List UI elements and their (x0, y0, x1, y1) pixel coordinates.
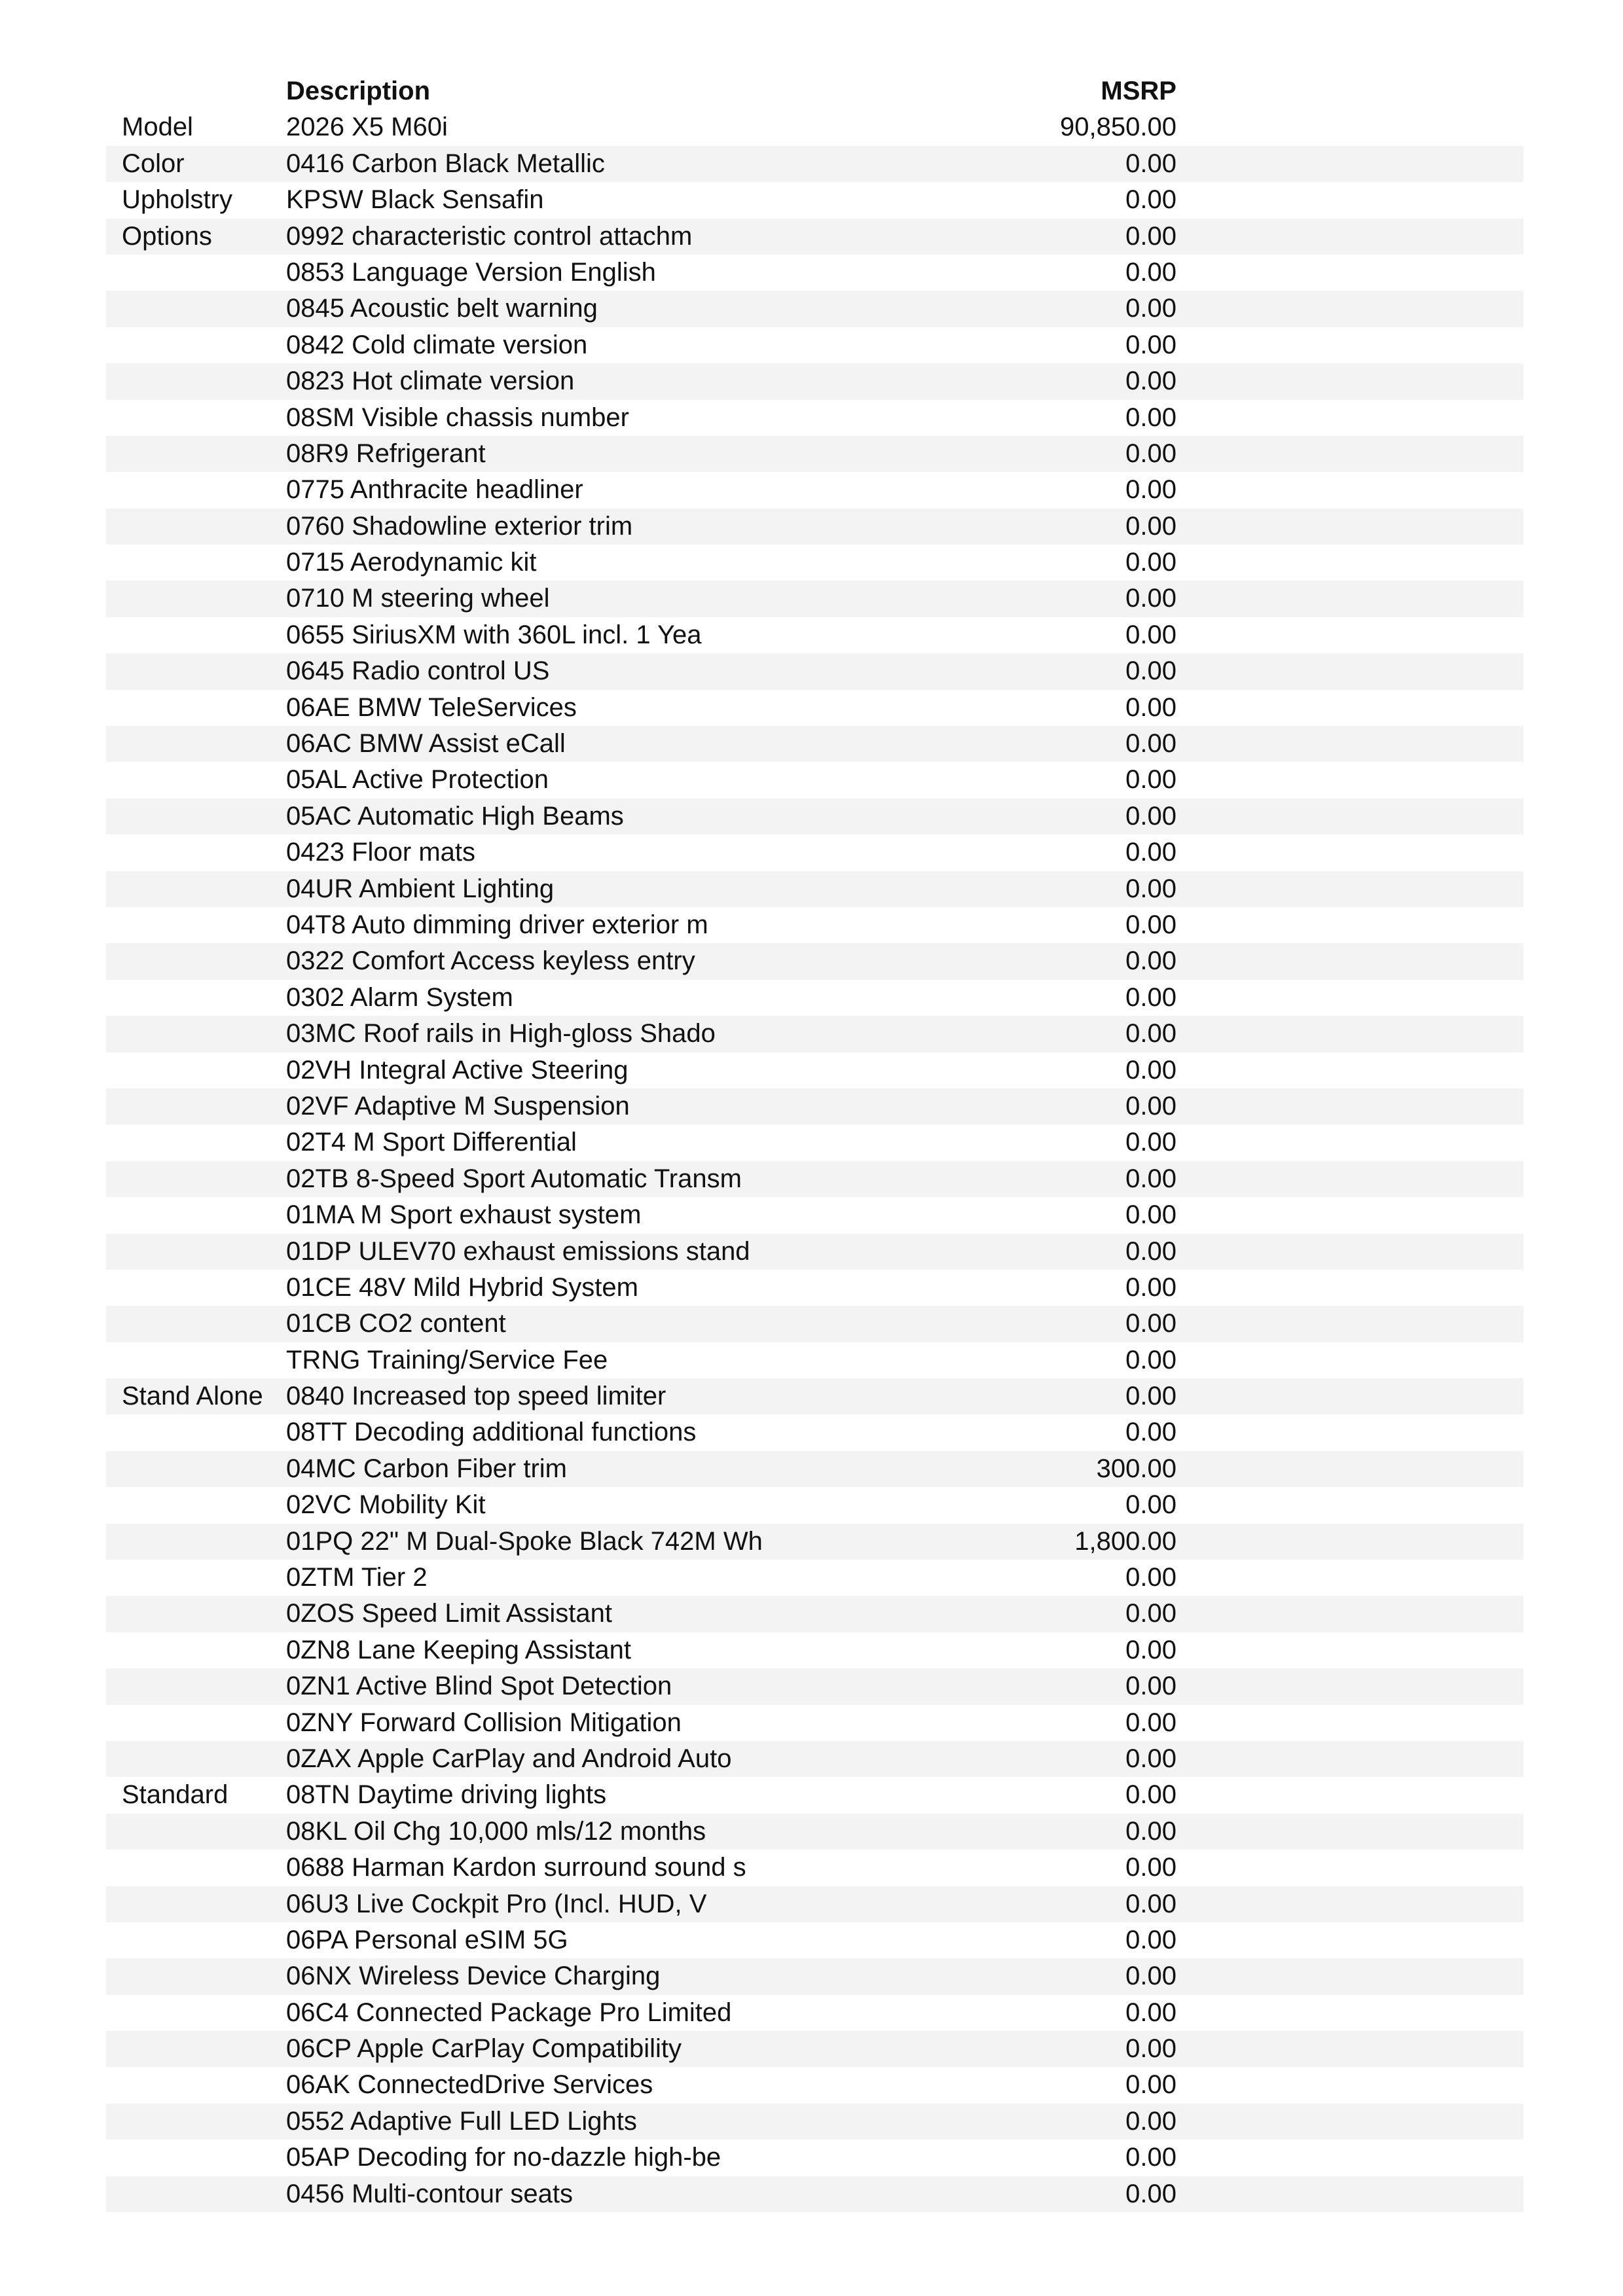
description-cell: 0ZAX Apple CarPlay and Android Auto (286, 1744, 732, 1773)
msrp-cell: 0.00 (1125, 1998, 1176, 2027)
description-cell: 06CP Apple CarPlay Compatibility (286, 2034, 682, 2064)
table-row (106, 1161, 1523, 1197)
msrp-cell: 0.00 (1125, 257, 1176, 287)
description-cell: 01CB CO2 content (286, 1309, 506, 1338)
msrp-cell: 0.00 (1125, 1091, 1176, 1121)
table-row (106, 400, 1523, 436)
msrp-cell: 0.00 (1125, 1563, 1176, 1592)
msrp-cell: 0.00 (1125, 1853, 1176, 1882)
description-cell: 0775 Anthracite headliner (286, 475, 583, 505)
table-row (106, 2140, 1523, 2176)
msrp-cell: 0.00 (1125, 1382, 1176, 1411)
description-cell: 02VF Adaptive M Suspension (286, 1091, 630, 1121)
description-cell: 04MC Carbon Fiber trim (286, 1454, 568, 1483)
description-cell: 08TN Daytime driving lights (286, 1780, 607, 1810)
msrp-cell: 0.00 (1125, 367, 1176, 396)
table-row (106, 1958, 1523, 1994)
description-cell: 0302 Alarm System (286, 982, 513, 1012)
description-cell: 0853 Language Version English (286, 257, 656, 287)
table-row (106, 907, 1523, 943)
msrp-cell: 0.00 (1125, 946, 1176, 976)
msrp-cell: 0.00 (1125, 1272, 1176, 1302)
table-row (106, 1850, 1523, 1886)
msrp-cell: 0.00 (1125, 1599, 1176, 1628)
description-cell: 02VH Integral Active Steering (286, 1055, 629, 1085)
table-header (106, 73, 1523, 109)
table-row (106, 1052, 1523, 1088)
description-cell: 0760 Shadowline exterior trim (286, 511, 633, 541)
msrp-cell: 300.00 (1096, 1454, 1176, 1483)
description-cell: 01MA M Sport exhaust system (286, 1200, 642, 1230)
category-cell: Model (122, 113, 193, 142)
table-row (106, 545, 1523, 581)
msrp-cell: 0.00 (1125, 1889, 1176, 1918)
msrp-cell: 0.00 (1125, 584, 1176, 613)
table-row (106, 1995, 1523, 2031)
description-cell: 0552 Adaptive Full LED Lights (286, 2106, 637, 2136)
table-row (106, 690, 1523, 726)
msrp-cell: 0.00 (1125, 1019, 1176, 1049)
description-cell: 0416 Carbon Black Metallic (286, 149, 605, 178)
msrp-cell: 0.00 (1125, 475, 1176, 505)
description-cell: TRNG Training/Service Fee (286, 1345, 608, 1374)
description-cell: 0715 Aerodynamic kit (286, 548, 537, 577)
table-row (106, 363, 1523, 399)
table-row (106, 1197, 1523, 1233)
description-cell: 06U3 Live Cockpit Pro (Incl. HUD, V (286, 1889, 707, 1918)
msrp-cell: 0.00 (1125, 1345, 1176, 1374)
table-row (106, 1632, 1523, 1668)
table-row (106, 834, 1523, 870)
table-row (106, 1270, 1523, 1306)
msrp-cell: 0.00 (1125, 1418, 1176, 1447)
description-cell: 0688 Harman Kardon surround sound s (286, 1853, 746, 1882)
description-cell: 0ZOS Speed Limit Assistant (286, 1599, 613, 1628)
table-row (106, 1088, 1523, 1124)
description-cell: 05AC Automatic High Beams (286, 801, 624, 831)
msrp-cell: 0.00 (1125, 1200, 1176, 1230)
table-row (106, 980, 1523, 1016)
description-cell: 0645 Radio control US (286, 656, 550, 686)
msrp-cell: 0.00 (1125, 511, 1176, 541)
description-cell: 06AC BMW Assist eCall (286, 729, 566, 759)
table-row (106, 1234, 1523, 1270)
msrp-cell: 0.00 (1125, 1309, 1176, 1338)
table-row (106, 726, 1523, 762)
description-cell: 01CE 48V Mild Hybrid System (286, 1272, 638, 1302)
msrp-cell: 90,850.00 (1060, 113, 1176, 142)
msrp-cell: 0.00 (1125, 1780, 1176, 1810)
table-row (106, 1777, 1523, 1813)
description-cell: 04UR Ambient Lighting (286, 874, 555, 903)
table-row (106, 509, 1523, 545)
table-row (106, 1306, 1523, 1342)
table-row (106, 1414, 1523, 1450)
description-cell: 08KL Oil Chg 10,000 mls/12 months (286, 1816, 706, 1846)
category-cell: Color (122, 149, 185, 178)
table-row (106, 109, 1523, 145)
description-cell: 0456 Multi-contour seats (286, 2179, 574, 2208)
category-cell: Standard (122, 1780, 228, 1810)
msrp-cell: 0.00 (1125, 620, 1176, 649)
description-cell: 03MC Roof rails in High-gloss Shado (286, 1019, 716, 1049)
category-cell: Stand Alone (122, 1382, 263, 1411)
description-cell: 0992 characteristic control attachm (286, 221, 693, 251)
msrp-cell: 0.00 (1125, 1490, 1176, 1520)
description-cell: 01PQ 22" M Dual-Spoke Black 742M Wh (286, 1526, 763, 1556)
table-row (106, 1814, 1523, 1850)
msrp-cell: 0.00 (1125, 1925, 1176, 1954)
table-row (106, 762, 1523, 798)
table-row (106, 2067, 1523, 2103)
description-cell: 2026 X5 M60i (286, 113, 448, 142)
msrp-cell: 0.00 (1125, 1708, 1176, 1737)
description-cell: 0840 Increased top speed limiter (286, 1382, 666, 1411)
description-cell: 0842 Cold climate version (286, 330, 588, 359)
msrp-column-header: MSRP (1101, 77, 1176, 105)
msrp-cell: 0.00 (1125, 2034, 1176, 2064)
category-cell: Upholstry (122, 185, 232, 215)
msrp-cell: 0.00 (1125, 221, 1176, 251)
table-row (106, 798, 1523, 834)
msrp-cell: 0.00 (1125, 2106, 1176, 2136)
msrp-cell: 0.00 (1125, 874, 1176, 903)
description-cell: 0823 Hot climate version (286, 367, 575, 396)
msrp-cell: 0.00 (1125, 2143, 1176, 2172)
msrp-cell: 0.00 (1125, 729, 1176, 759)
table-row (106, 1922, 1523, 1958)
table-row (106, 1886, 1523, 1922)
description-column-header: Description (286, 77, 431, 105)
table-row (106, 943, 1523, 979)
table-row (106, 1596, 1523, 1632)
table-row (106, 1524, 1523, 1560)
table-row (106, 327, 1523, 363)
msrp-cell: 0.00 (1125, 910, 1176, 939)
table-row (106, 1342, 1523, 1378)
table-row (106, 871, 1523, 907)
description-cell: 0845 Acoustic belt warning (286, 294, 598, 323)
msrp-cell: 1,800.00 (1074, 1526, 1176, 1556)
table-row (106, 146, 1523, 182)
table-row (106, 2031, 1523, 2067)
msrp-cell: 0.00 (1125, 403, 1176, 432)
description-cell: 06C4 Connected Package Pro Limited (286, 1998, 732, 2027)
category-cell: Options (122, 221, 212, 251)
table-row (106, 653, 1523, 689)
table-row (106, 219, 1523, 255)
description-cell: 02TB 8-Speed Sport Automatic Transm (286, 1164, 742, 1193)
table-row (106, 1451, 1523, 1487)
description-cell: 06NX Wireless Device Charging (286, 1962, 661, 1991)
msrp-cell: 0.00 (1125, 838, 1176, 867)
table-row (106, 1378, 1523, 1414)
msrp-cell: 0.00 (1125, 765, 1176, 795)
msrp-cell: 0.00 (1125, 692, 1176, 722)
msrp-cell: 0.00 (1125, 1635, 1176, 1664)
table-row (106, 182, 1523, 218)
description-cell: 0655 SiriusXM with 360L incl. 1 Yea (286, 620, 702, 649)
msrp-cell: 0.00 (1125, 330, 1176, 359)
msrp-cell: 0.00 (1125, 1816, 1176, 1846)
table-row (106, 436, 1523, 472)
msrp-cell: 0.00 (1125, 2070, 1176, 2100)
msrp-cell: 0.00 (1125, 185, 1176, 215)
msrp-cell: 0.00 (1125, 982, 1176, 1012)
table-row (106, 1016, 1523, 1052)
msrp-table (106, 73, 1523, 2212)
description-cell: 06PA Personal eSIM 5G (286, 1925, 568, 1954)
msrp-cell: 0.00 (1125, 801, 1176, 831)
msrp-cell: 0.00 (1125, 1055, 1176, 1085)
msrp-cell: 0.00 (1125, 1672, 1176, 1701)
msrp-cell: 0.00 (1125, 149, 1176, 178)
description-cell: 04T8 Auto dimming driver exterior m (286, 910, 708, 939)
msrp-cell: 0.00 (1125, 1236, 1176, 1266)
description-cell: KPSW Black Sensafin (286, 185, 544, 215)
table-row (106, 472, 1523, 508)
description-cell: 02T4 M Sport Differential (286, 1128, 577, 1157)
table-row (106, 291, 1523, 327)
description-cell: 0710 M steering wheel (286, 584, 550, 613)
table-row (106, 1668, 1523, 1704)
msrp-cell: 0.00 (1125, 1962, 1176, 1991)
msrp-cell: 0.00 (1125, 548, 1176, 577)
description-cell: 0423 Floor mats (286, 838, 476, 867)
table-row (106, 617, 1523, 653)
description-cell: 0ZTM Tier 2 (286, 1563, 428, 1592)
table-row (106, 1560, 1523, 1596)
table-row (106, 1741, 1523, 1777)
description-cell: 0ZN1 Active Blind Spot Detection (286, 1672, 672, 1701)
description-cell: 08R9 Refrigerant (286, 439, 486, 468)
description-cell: 0ZNY Forward Collision Mitigation (286, 1708, 682, 1737)
description-cell: 02VC Mobility Kit (286, 1490, 486, 1520)
msrp-cell: 0.00 (1125, 294, 1176, 323)
description-cell: 01DP ULEV70 exhaust emissions stand (286, 1236, 750, 1266)
table-row (106, 581, 1523, 617)
table-row (106, 2104, 1523, 2140)
msrp-cell: 0.00 (1125, 656, 1176, 686)
table-row (106, 1705, 1523, 1741)
description-cell: 06AE BMW TeleServices (286, 692, 577, 722)
table-row (106, 1487, 1523, 1523)
description-cell: 0322 Comfort Access keyless entry (286, 946, 695, 976)
description-cell: 08TT Decoding additional functions (286, 1418, 697, 1447)
description-cell: 08SM Visible chassis number (286, 403, 629, 432)
msrp-cell: 0.00 (1125, 1164, 1176, 1193)
table-body (106, 109, 1523, 2212)
table-row (106, 255, 1523, 291)
msrp-cell: 0.00 (1125, 1744, 1176, 1773)
description-cell: 05AP Decoding for no-dazzle high-be (286, 2143, 721, 2172)
description-cell: 05AL Active Protection (286, 765, 549, 795)
description-cell: 0ZN8 Lane Keeping Assistant (286, 1635, 632, 1664)
msrp-cell: 0.00 (1125, 439, 1176, 468)
description-cell: 06AK ConnectedDrive Services (286, 2070, 653, 2100)
msrp-cell: 0.00 (1125, 1128, 1176, 1157)
msrp-cell: 0.00 (1125, 2179, 1176, 2208)
table-row (106, 2176, 1523, 2212)
table-row (106, 1124, 1523, 1160)
